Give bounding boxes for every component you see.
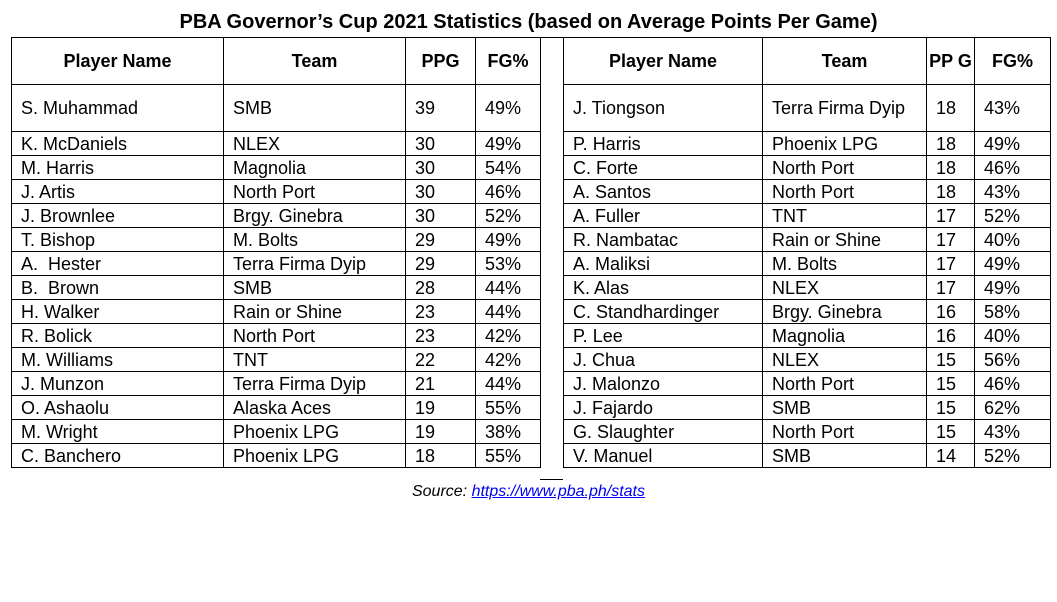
ppg-cell: 16 (927, 300, 975, 324)
table-row (564, 132, 1051, 156)
fg-cell: 43% (975, 420, 1051, 444)
fg-cell: 52% (975, 444, 1051, 468)
table-row (12, 324, 541, 348)
player-name-cell: R. Bolick (12, 324, 224, 348)
fg-cell: 49% (476, 132, 541, 156)
team-cell: North Port (763, 156, 927, 180)
player-name-cell: J. Artis (12, 180, 224, 204)
table-row (564, 396, 1051, 420)
fg-cell: 49% (975, 276, 1051, 300)
team-cell: SMB (763, 396, 927, 420)
player-name-cell: J. Chua (564, 348, 763, 372)
team-cell: Rain or Shine (224, 300, 406, 324)
header-fg: FG% (975, 38, 1051, 85)
team-cell: Terra Firma Dyip (224, 372, 406, 396)
team-cell: Phoenix LPG (224, 420, 406, 444)
fg-cell: 38% (476, 420, 541, 444)
player-name-cell: H. Walker (12, 300, 224, 324)
fg-cell: 58% (975, 300, 1051, 324)
team-cell: NLEX (763, 276, 927, 300)
table-row (12, 85, 541, 132)
ppg-cell: 18 (927, 132, 975, 156)
table-row (12, 372, 541, 396)
team-cell: Terra Firma Dyip (763, 85, 927, 132)
team-cell: Phoenix LPG (224, 444, 406, 468)
fg-cell: 40% (975, 228, 1051, 252)
player-name-cell: C. Forte (564, 156, 763, 180)
fg-cell: 54% (476, 156, 541, 180)
fg-cell: 44% (476, 276, 541, 300)
header-player-name: Player Name (564, 38, 763, 85)
player-name-cell: K. Alas (564, 276, 763, 300)
table-row (564, 300, 1051, 324)
ppg-cell: 19 (406, 396, 476, 420)
team-cell: M. Bolts (763, 252, 927, 276)
table-row (564, 348, 1051, 372)
table-row (12, 444, 541, 468)
header-fg: FG% (476, 38, 541, 85)
fg-cell: 46% (975, 372, 1051, 396)
player-name-cell: C. Banchero (12, 444, 224, 468)
table-row (564, 180, 1051, 204)
fg-cell: 44% (476, 372, 541, 396)
header-ppg: PPG (406, 38, 476, 85)
player-name-cell: O. Ashaolu (12, 396, 224, 420)
player-name-cell: G. Slaughter (564, 420, 763, 444)
source-note (0, 482, 1057, 502)
table-row (12, 204, 541, 228)
table-row (12, 300, 541, 324)
fg-cell: 44% (476, 300, 541, 324)
ppg-cell: 29 (406, 252, 476, 276)
ppg-cell: 15 (927, 372, 975, 396)
player-name-cell: A. Santos (564, 180, 763, 204)
team-cell: Rain or Shine (763, 228, 927, 252)
player-name-cell: A. Maliksi (564, 252, 763, 276)
team-cell: SMB (224, 276, 406, 300)
table-row (564, 324, 1051, 348)
table-row (12, 180, 541, 204)
team-cell: NLEX (763, 348, 927, 372)
team-cell: TNT (224, 348, 406, 372)
ppg-cell: 18 (927, 180, 975, 204)
ppg-cell: 22 (406, 348, 476, 372)
fg-cell: 49% (975, 132, 1051, 156)
ppg-cell: 17 (927, 252, 975, 276)
player-name-cell: J. Fajardo (564, 396, 763, 420)
header-team: Team (224, 38, 406, 85)
table-row (12, 348, 541, 372)
ppg-cell: 15 (927, 348, 975, 372)
player-name-cell: J. Munzon (12, 372, 224, 396)
player-name-cell: K. McDaniels (12, 132, 224, 156)
fg-cell: 43% (975, 180, 1051, 204)
stats-table-right (563, 37, 1051, 468)
table-row (12, 420, 541, 444)
ppg-cell: 17 (927, 276, 975, 300)
player-name-cell: T. Bishop (12, 228, 224, 252)
ppg-cell: 18 (406, 444, 476, 468)
player-name-cell: R. Nambatac (564, 228, 763, 252)
header-player-name: Player Name (12, 38, 224, 85)
team-cell: North Port (763, 420, 927, 444)
team-cell: Magnolia (224, 156, 406, 180)
ppg-cell: 17 (927, 204, 975, 228)
player-name-cell: J. Tiongson (564, 85, 763, 132)
ppg-cell: 30 (406, 180, 476, 204)
fg-cell: 46% (975, 156, 1051, 180)
ppg-cell: 19 (406, 420, 476, 444)
ppg-cell: 23 (406, 300, 476, 324)
player-name-cell: B. Brown (12, 276, 224, 300)
fg-cell: 56% (975, 348, 1051, 372)
ppg-cell: 16 (927, 324, 975, 348)
table-row (564, 228, 1051, 252)
ppg-cell: 18 (927, 156, 975, 180)
team-cell: Brgy. Ginebra (224, 204, 406, 228)
player-name-cell: J. Brownlee (12, 204, 224, 228)
fg-cell: 46% (476, 180, 541, 204)
team-cell: North Port (763, 180, 927, 204)
team-cell: NLEX (224, 132, 406, 156)
fg-cell: 53% (476, 252, 541, 276)
table-row (564, 204, 1051, 228)
table-row (12, 252, 541, 276)
ppg-cell: 30 (406, 132, 476, 156)
team-cell: Brgy. Ginebra (763, 300, 927, 324)
table-row (564, 252, 1051, 276)
header-team: Team (763, 38, 927, 85)
table-row (564, 276, 1051, 300)
ppg-cell: 28 (406, 276, 476, 300)
team-cell: SMB (224, 85, 406, 132)
table-row (12, 396, 541, 420)
player-name-cell: A. Hester (12, 252, 224, 276)
table-row (12, 132, 541, 156)
fg-cell: 43% (975, 85, 1051, 132)
fg-cell: 49% (476, 85, 541, 132)
ppg-cell: 30 (406, 204, 476, 228)
team-cell: M. Bolts (224, 228, 406, 252)
player-name-cell: P. Harris (564, 132, 763, 156)
table-row (564, 85, 1051, 132)
ppg-cell: 17 (927, 228, 975, 252)
table-row (12, 276, 541, 300)
ppg-cell: 30 (406, 156, 476, 180)
team-cell: Alaska Aces (224, 396, 406, 420)
ppg-cell: 15 (927, 420, 975, 444)
table-row (564, 420, 1051, 444)
source-link[interactable]: https://www.pba.ph/stats (471, 483, 645, 500)
player-name-cell: S. Muhammad (12, 85, 224, 132)
table-separator (540, 37, 563, 480)
fg-cell: 52% (476, 204, 541, 228)
player-name-cell: M. Harris (12, 156, 224, 180)
player-name-cell: C. Standhardinger (564, 300, 763, 324)
team-cell: TNT (763, 204, 927, 228)
player-name-cell: V. Manuel (564, 444, 763, 468)
fg-cell: 52% (975, 204, 1051, 228)
source-label: Source: (411, 483, 472, 500)
team-cell: Magnolia (763, 324, 927, 348)
ppg-cell: 29 (406, 228, 476, 252)
fg-cell: 55% (476, 396, 541, 420)
ppg-cell: 23 (406, 324, 476, 348)
page-title: PBA Governor’s Cup 2021 Statistics (based on Average Points Per Game) (179, 11, 878, 33)
stats-table-left (11, 37, 541, 468)
header-ppg: PP G (927, 38, 975, 85)
player-name-cell: M. Williams (12, 348, 224, 372)
fg-cell: 49% (975, 252, 1051, 276)
team-cell: Terra Firma Dyip (224, 252, 406, 276)
team-cell: North Port (224, 324, 406, 348)
table-row (564, 372, 1051, 396)
player-name-cell: P. Lee (564, 324, 763, 348)
ppg-cell: 18 (927, 85, 975, 132)
fg-cell: 40% (975, 324, 1051, 348)
team-cell: SMB (763, 444, 927, 468)
team-cell: North Port (224, 180, 406, 204)
ppg-cell: 14 (927, 444, 975, 468)
ppg-cell: 21 (406, 372, 476, 396)
team-cell: North Port (763, 372, 927, 396)
team-cell: Phoenix LPG (763, 132, 927, 156)
fg-cell: 55% (476, 444, 541, 468)
player-name-cell: M. Wright (12, 420, 224, 444)
fg-cell: 49% (476, 228, 541, 252)
table-row (12, 228, 541, 252)
player-name-cell: J. Malonzo (564, 372, 763, 396)
table-row (564, 156, 1051, 180)
table-row (564, 444, 1051, 468)
fg-cell: 42% (476, 324, 541, 348)
ppg-cell: 15 (927, 396, 975, 420)
fg-cell: 62% (975, 396, 1051, 420)
table-row (12, 156, 541, 180)
ppg-cell: 39 (406, 85, 476, 132)
fg-cell: 42% (476, 348, 541, 372)
player-name-cell: A. Fuller (564, 204, 763, 228)
